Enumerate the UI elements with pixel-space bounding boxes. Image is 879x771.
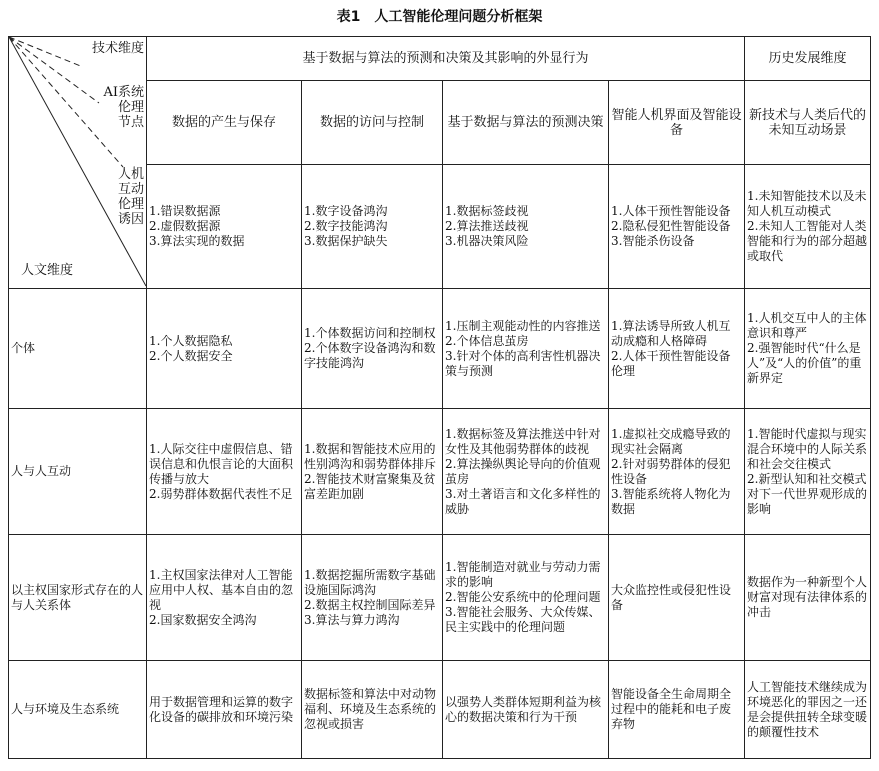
cell: 1.主权国家法律对人工智能应用中人权、基本自由的忽视 2.国家数据安全鸿沟: [147, 535, 302, 661]
cell: 1.虚拟社交成瘾导致的现实社会隔离 2.针对弱势群体的侵犯性设备 3.智能系统将人物化为数据: [609, 409, 745, 535]
cell: 1.个体数据访问和控制权 2.个体数字设备鸿沟和数字技能鸿沟: [302, 289, 443, 409]
cell: 大众监控性或侵犯性设备: [609, 535, 745, 661]
row-label: 人与人互动: [9, 409, 147, 535]
cell: 1.数据标签歧视 2.算法推送歧视 3.机器决策风险: [443, 165, 609, 289]
cell: 1.算法诱导所致人机互动成瘾和人格障碍 2.人体干预性智能设备伦理: [609, 289, 745, 409]
tech-dimension-label: 技术维度: [91, 41, 144, 56]
cell: 用于数据管理和运算的数字化设备的碳排放和环境污染: [147, 661, 302, 759]
cell: 数据作为一种新型个人财富对现有法律体系的冲击: [745, 535, 871, 661]
cell: 1.智能时代虚拟与现实混合环境中的人际关系和社会交往模式 2.新型认知和社交模式对下一代世界观形成的影响: [745, 409, 871, 535]
cell: 人工智能技术继续成为环境恶化的罪因之一还是会提供扭转全球变暖的颠覆性技术: [745, 661, 871, 759]
row-label: 以主权国家形式存在的人与人关系体: [9, 535, 147, 661]
table-row: [9, 289, 871, 409]
corner-header: [9, 37, 147, 289]
group-header-behavior: 基于数据与算法的预测和决策及其影响的外显行为: [147, 37, 745, 81]
table-row: [9, 535, 871, 661]
diagonal-lines: [9, 37, 147, 287]
cell: 1.未知智能技术以及未知人机互动模式 2.未知人工智能对人类智能和行为的部分超越或取代: [745, 165, 871, 289]
cell: 1.人际交往中虚假信息、错误信息和仇恨言论的大面积传播与放大 2.弱势群体数据代表性不足: [147, 409, 302, 535]
cell: 1.智能制造对就业与劳动力需求的影响 2.智能公安系统中的伦理问题 3.智能社会服务、大众传媒、民主实践中的伦理问题: [443, 535, 609, 661]
col-header-2: 数据的访问与控制: [302, 81, 443, 165]
cell: 1.人机交互中人的主体意识和尊严 2.强智能时代“什么是人”及“人的价值”的重新界定: [745, 289, 871, 409]
cell: 智能设备全生命周期全过程中的能耗和电子废弃物: [609, 661, 745, 759]
col-header-1: 数据的产生与保存: [147, 81, 302, 165]
hci-cause-label: 人机 互动 伦理 诱因: [117, 167, 144, 227]
col-header-5: 新技术与人类后代的未知互动场景: [745, 81, 871, 165]
row-label: 个体: [9, 289, 147, 409]
cell: 1.数据标签及算法推送中针对女性及其他弱势群体的歧视 2.算法操纵舆论导向的价值观茧房 3.对土著语言和文化多样性的威胁: [443, 409, 609, 535]
cell: 1.个人数据隐私 2.个人数据安全: [147, 289, 302, 409]
col-header-3: 基于数据与算法的预测决策: [443, 81, 609, 165]
cell: 数据标签和算法中对动物福利、环境及生态系统的忽视或损害: [302, 661, 443, 759]
table-row: [9, 661, 871, 759]
table-row: [9, 409, 871, 535]
ai-node-label: AI系统 伦理 节点: [103, 85, 144, 130]
cell: 1.数据挖掘所需数字基础设施国际鸿沟 2.数据主权控制国际差异 3.算法与算力鸿沟: [302, 535, 443, 661]
row-label: 人与环境及生态系统: [9, 661, 147, 759]
col-header-4: 智能人机界面及智能设备: [609, 81, 745, 165]
cell: 1.数据和智能技术应用的性别鸿沟和弱势群体排斥 2.智能技术财富聚集及贫富差距加剧: [302, 409, 443, 535]
cell: 1.错误数据源 2.虚假数据源 3.算法实现的数据: [147, 165, 302, 289]
cell: 1.人体干预性智能设备 2.隐私侵犯性智能设备 3.智能杀伤设备: [609, 165, 745, 289]
humanities-dimension-label: 人文维度: [21, 263, 74, 278]
cell: 1.数字设备鸿沟 2.数字技能鸿沟 3.数据保护缺失: [302, 165, 443, 289]
ethics-framework-table: [8, 36, 871, 759]
group-header-history: 历史发展维度: [745, 37, 871, 81]
cell: 1.压制主观能动性的内容推送 2.个体信息茧房 3.针对个体的高利害性机器决策与预测: [443, 289, 609, 409]
table-title: 表1 人工智能伦理问题分析框架: [336, 9, 543, 25]
cell: 以强势人类群体短期利益为核心的数据决策和行为干预: [443, 661, 609, 759]
